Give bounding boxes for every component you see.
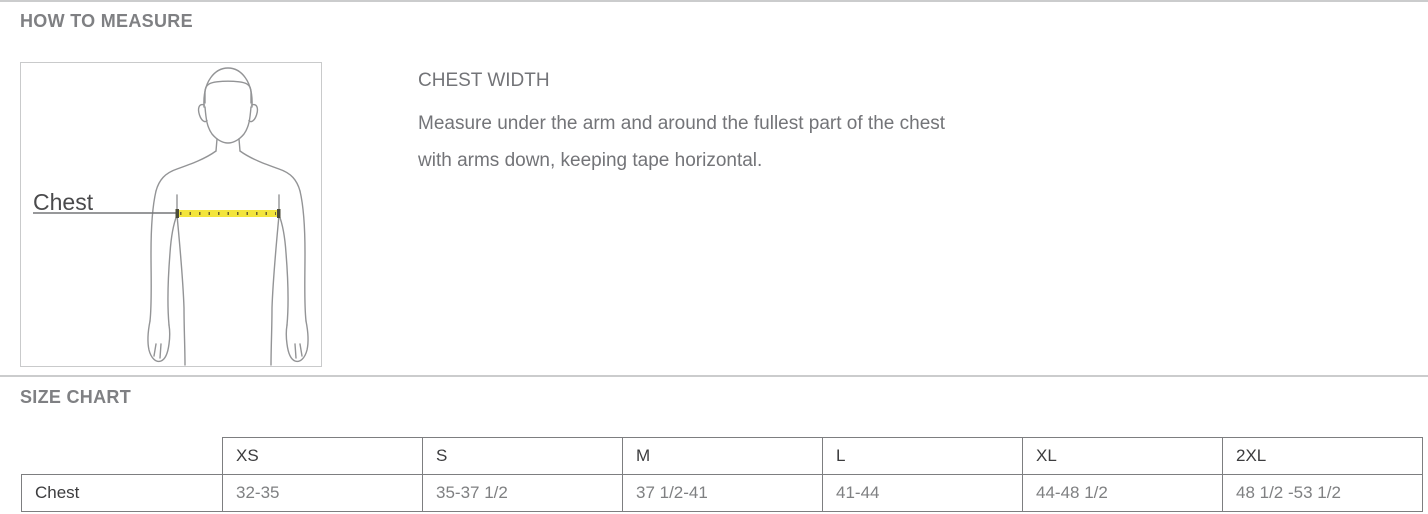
- figure-chest-label: Chest: [33, 189, 94, 215]
- person-figure-illustration: [21, 63, 321, 366]
- how-to-measure-heading: HOW TO MEASURE: [20, 11, 193, 31]
- chest-value-m: 37 1/2-41: [623, 475, 823, 512]
- chest-value-s: 35-37 1/2: [423, 475, 623, 512]
- chest-value-xs: 32-35: [223, 475, 423, 512]
- size-chart-header-row: [22, 438, 1423, 475]
- size-chart-table: [21, 437, 1423, 512]
- size-chart-chest-row: [22, 475, 1423, 512]
- instruction-title: CHEST WIDTH: [418, 70, 550, 91]
- chest-value-l: 41-44: [823, 475, 1023, 512]
- chest-measurement-figure: [20, 62, 322, 367]
- instruction-line-2: with arms down, keeping tape horizontal.: [418, 150, 763, 171]
- section-divider: [0, 375, 1428, 377]
- size-col-header-s: S: [423, 438, 623, 475]
- size-col-header-l: L: [823, 438, 1023, 475]
- instruction-line-1: Measure under the arm and around the fullest part of the chest: [418, 113, 946, 134]
- size-chart-heading: SIZE CHART: [20, 387, 131, 407]
- measuring-tape: [176, 209, 281, 218]
- blank-header-cell: [22, 438, 223, 475]
- top-divider: [0, 0, 1428, 2]
- measurement-instruction: [418, 62, 1138, 179]
- chest-value-xl: 44-48 1/2: [1023, 475, 1223, 512]
- size-col-header-xs: XS: [223, 438, 423, 475]
- chest-value-2xl: 48 1/2 -53 1/2: [1223, 475, 1423, 512]
- size-col-header-2xl: 2XL: [1223, 438, 1423, 475]
- size-col-header-m: M: [623, 438, 823, 475]
- size-col-header-xl: XL: [1023, 438, 1223, 475]
- row-label-chest: Chest: [22, 475, 223, 512]
